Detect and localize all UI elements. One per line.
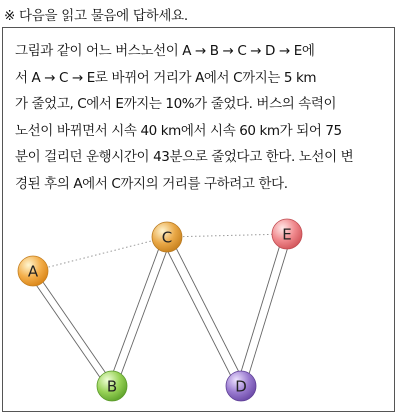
route-c-e: [167, 234, 287, 237]
node-a: [18, 256, 48, 286]
road-c-d: [163, 238, 245, 388]
passage-line: 서 A → C → E로 바뀌어 거리가 A에서 C까지는 5 km: [15, 69, 317, 86]
node-a-label: A: [27, 262, 39, 281]
passage-line: 그림과 같이 어느 버스노선이 A → B → C → D → E에: [15, 43, 315, 59]
node-d-label: D: [235, 377, 247, 396]
node-e-label: E: [282, 225, 292, 244]
passage-line: 경된 후의 A에서 C까지의 거리를 구하려고 한다.: [15, 175, 288, 192]
passage-line: 노선이 바뀌면서 시속 40 km에서 시속 60 km가 되어 75: [15, 122, 342, 139]
road-b-c: [108, 240, 170, 388]
road-d-e: [237, 235, 291, 387]
node-e: [272, 219, 302, 249]
old-route: [27, 235, 291, 389]
node-b-label: B: [106, 377, 118, 396]
road-a-b: [30, 272, 114, 389]
node-d: [226, 371, 256, 401]
route-a-c: [33, 237, 167, 271]
node-b: [97, 371, 127, 401]
passage-line: 가 줄었고, C에서 E까지는 10%가 줄었다. 버스의 속력이: [15, 96, 337, 112]
instruction: ※ 다음을 읽고 물음에 답하세요.: [4, 8, 188, 24]
node-c: [152, 222, 182, 252]
passage-line: 분이 걸리던 운행시간이 43분으로 줄었다고 한다. 노선이 변: [15, 149, 354, 165]
node-c-label: C: [161, 228, 173, 247]
